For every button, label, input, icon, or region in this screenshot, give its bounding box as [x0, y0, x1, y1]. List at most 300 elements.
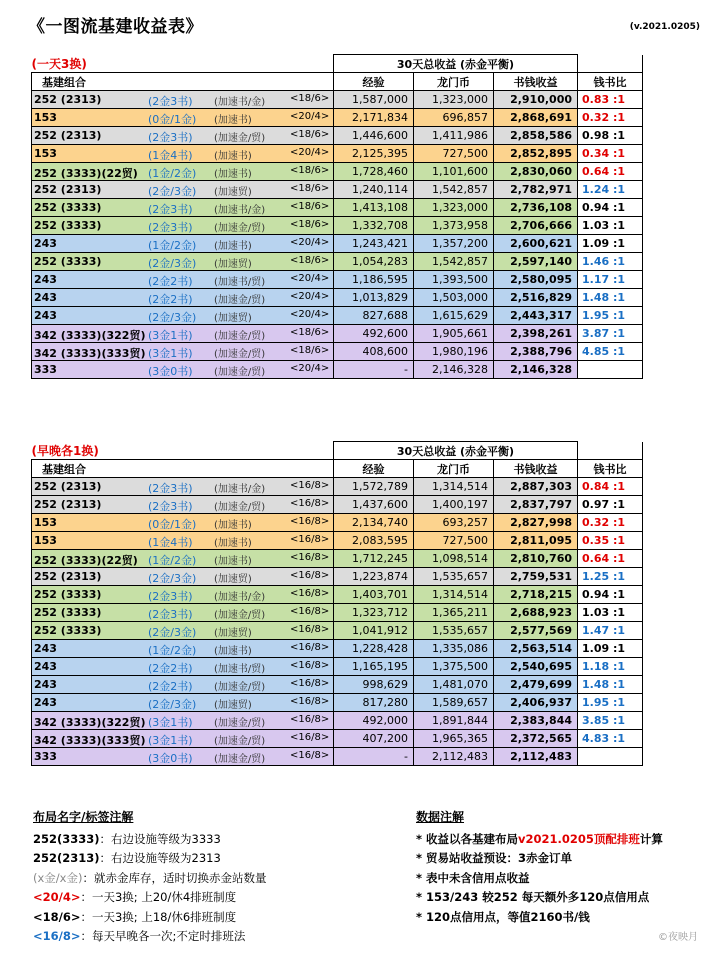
- exp-value: 1,041,912: [334, 622, 414, 640]
- schedule: <16/8>: [290, 552, 330, 563]
- combo-name: 153: [34, 516, 57, 529]
- combo-name: 243: [34, 237, 57, 250]
- gold-config: (2金3书): [148, 590, 193, 603]
- combo-name: 252 (3333)(22贸): [34, 554, 138, 567]
- table-row: [32, 217, 643, 235]
- ratio-value: 0.97 :1: [578, 496, 643, 514]
- total-value: 2,540,695: [494, 658, 578, 676]
- total-value: 2,736,108: [494, 199, 578, 217]
- lmd-value: 693,257: [414, 514, 494, 532]
- lmd-value: 1,323,000: [414, 199, 494, 217]
- gold-config: (2金2书): [148, 680, 193, 693]
- total-value: 2,146,328: [494, 361, 578, 379]
- table-row: [32, 163, 643, 181]
- total-value: 2,782,971: [494, 181, 578, 199]
- combo-cell: [32, 478, 334, 496]
- total-value: 2,868,691: [494, 109, 578, 127]
- table-row: [32, 514, 643, 532]
- combo-cell: [32, 568, 334, 586]
- lmd-value: 1,411,986: [414, 127, 494, 145]
- combo-cell: [32, 748, 334, 766]
- legend-item: <18/6>：一天3换; 上18/休6排班制度: [33, 909, 237, 924]
- total-value: 2,577,569: [494, 622, 578, 640]
- combo-cell: [32, 622, 334, 640]
- page-title: 《一图流基建收益表》: [28, 17, 203, 37]
- accel-config: (加速书): [214, 241, 252, 252]
- accel-config: (加速书/金): [214, 592, 266, 603]
- schedule: <18/6>: [290, 255, 330, 266]
- table-row: [32, 658, 643, 676]
- table-row: [32, 622, 643, 640]
- combo-cell: [32, 271, 334, 289]
- combo-name: 243: [34, 678, 57, 691]
- accel-config: (加速书): [214, 556, 252, 567]
- exp-value: 1,587,000: [334, 91, 414, 109]
- combo-name: 243: [34, 642, 57, 655]
- lmd-value: 1,542,857: [414, 253, 494, 271]
- accel-config: (加速金/贸): [214, 718, 266, 729]
- lmd-value: 1,323,000: [414, 91, 494, 109]
- combo-cell: [32, 676, 334, 694]
- exp-value: -: [334, 748, 414, 766]
- ratio-value: 1.03 :1: [578, 604, 643, 622]
- schedule: <18/6>: [290, 345, 330, 356]
- ratio-value: 0.32 :1: [578, 514, 643, 532]
- combo-name: 252 (2313): [34, 480, 102, 493]
- exp-value: 998,629: [334, 676, 414, 694]
- exp-value: 492,600: [334, 325, 414, 343]
- total-value: 2,563,514: [494, 640, 578, 658]
- gold-config: (2金2书): [148, 662, 193, 675]
- schedule: <20/4>: [290, 309, 330, 320]
- combo-cell: [32, 658, 334, 676]
- header-combo: 基建组合: [32, 73, 334, 91]
- gold-config: (2金/3金): [148, 185, 197, 198]
- gold-config: (1金4书): [148, 536, 193, 549]
- combo-name: 252 (2313): [34, 93, 102, 106]
- lmd-value: 1,905,661: [414, 325, 494, 343]
- schedule: <16/8>: [290, 480, 330, 491]
- ratio-value: 1.46 :1: [578, 253, 643, 271]
- accel-config: (加速贸): [214, 187, 252, 198]
- exp-value: 2,134,740: [334, 514, 414, 532]
- total-value: 2,827,998: [494, 514, 578, 532]
- schedule: <18/6>: [290, 93, 330, 104]
- total-value: 2,852,895: [494, 145, 578, 163]
- table-row: [32, 307, 643, 325]
- schedule: <20/4>: [290, 363, 330, 374]
- ratio-value: 1.24 :1: [578, 181, 643, 199]
- gold-config: (2金/3金): [148, 698, 197, 711]
- accel-config: (加速书/金): [214, 484, 266, 495]
- lmd-value: 696,857: [414, 109, 494, 127]
- accel-config: (加速金/贸): [214, 133, 266, 144]
- gold-config: (2金3书): [148, 221, 193, 234]
- table-row: [32, 145, 643, 163]
- total-value: 2,887,303: [494, 478, 578, 496]
- exp-value: 2,083,595: [334, 532, 414, 550]
- combo-cell: [32, 325, 334, 343]
- exp-value: 1,013,829: [334, 289, 414, 307]
- exp-value: 827,688: [334, 307, 414, 325]
- table-row: [32, 694, 643, 712]
- combo-name: 342 (3333)(322贸): [34, 716, 146, 729]
- exp-value: 1,054,283: [334, 253, 414, 271]
- accel-config: (加速书/贸): [214, 277, 266, 288]
- total-value: 2,388,796: [494, 343, 578, 361]
- ratio-value: 1.03 :1: [578, 217, 643, 235]
- ratio-value: 0.35 :1: [578, 532, 643, 550]
- gold-config: (2金2书): [148, 293, 193, 306]
- exp-value: 1,186,595: [334, 271, 414, 289]
- table-row: [32, 640, 643, 658]
- legend-item: (x金/x金)：就赤金库存，适时切换赤金站数量: [33, 870, 267, 885]
- schedule: <16/8>: [290, 498, 330, 509]
- accel-config: (加速书): [214, 115, 252, 126]
- total-value: 2,443,317: [494, 307, 578, 325]
- lmd-value: 2,112,483: [414, 748, 494, 766]
- combo-name: 153: [34, 111, 57, 124]
- combo-cell: [32, 217, 334, 235]
- gold-config: (2金/3金): [148, 257, 197, 270]
- accel-config: (加速金/贸): [214, 331, 266, 342]
- accel-config: (加速金/贸): [214, 610, 266, 621]
- lmd-value: 1,615,629: [414, 307, 494, 325]
- gold-config: (2金3书): [148, 203, 193, 216]
- combo-cell: [32, 289, 334, 307]
- combo-name: 252 (3333): [34, 255, 102, 268]
- combo-cell: [32, 712, 334, 730]
- combo-cell: [32, 532, 334, 550]
- ratio-value: 0.94 :1: [578, 199, 643, 217]
- combo-name: 252 (2313): [34, 129, 102, 142]
- combo-name: 252 (3333): [34, 219, 102, 232]
- gold-config: (1金/2金): [148, 167, 197, 180]
- table-row: [32, 676, 643, 694]
- exp-value: 817,280: [334, 694, 414, 712]
- accel-config: (加速贸): [214, 259, 252, 270]
- gold-config: (2金/3金): [148, 626, 197, 639]
- combo-name: 243: [34, 291, 57, 304]
- combo-cell: [32, 496, 334, 514]
- header-ratio: 钱书比: [578, 460, 643, 478]
- combo-name: 153: [34, 534, 57, 547]
- total-value: 2,830,060: [494, 163, 578, 181]
- combo-cell: [32, 361, 334, 379]
- table-row: [32, 730, 643, 748]
- exp-value: 2,171,834: [334, 109, 414, 127]
- total-value: 2,858,586: [494, 127, 578, 145]
- total-value: 2,398,261: [494, 325, 578, 343]
- schedule: <20/4>: [290, 147, 330, 158]
- combo-name: 153: [34, 147, 57, 160]
- ratio-value: 1.18 :1: [578, 658, 643, 676]
- table-row: [32, 361, 643, 379]
- data-note: * 贸易站收益预设：3赤金订单: [416, 851, 573, 865]
- total-value: 2,580,095: [494, 271, 578, 289]
- gold-config: (3金0书): [148, 752, 193, 765]
- exp-value: 1,243,421: [334, 235, 414, 253]
- accel-config: (加速金/贸): [214, 223, 266, 234]
- gold-config: (3金1书): [148, 716, 193, 729]
- gold-config: (2金3书): [148, 482, 193, 495]
- combo-cell: [32, 181, 334, 199]
- combo-cell: [32, 640, 334, 658]
- table-row: [32, 91, 643, 109]
- data-note: * 153/243 较252 每天额外多120点信用点: [416, 890, 650, 904]
- table-row: [32, 586, 643, 604]
- ratio-value: 1.48 :1: [578, 676, 643, 694]
- schedule: <16/8>: [290, 606, 330, 617]
- combo-cell: [32, 307, 334, 325]
- lmd-value: 1,375,500: [414, 658, 494, 676]
- ratio-value: 4.83 :1: [578, 730, 643, 748]
- ratio-value: 0.84 :1: [578, 478, 643, 496]
- section-label: (早晚各1换): [31, 443, 99, 458]
- gold-config: (3金1书): [148, 347, 193, 360]
- legend-item: 252(2313)：右边设施等级为2313: [33, 851, 221, 865]
- exp-value: 1,572,789: [334, 478, 414, 496]
- ratio-value: 0.83 :1: [578, 91, 643, 109]
- lmd-value: 1,314,514: [414, 478, 494, 496]
- gold-config: (2金/3金): [148, 572, 197, 585]
- combo-name: 342 (3333)(333贸): [34, 734, 146, 747]
- table-row: [32, 199, 643, 217]
- lmd-value: 1,481,070: [414, 676, 494, 694]
- lmd-value: 727,500: [414, 532, 494, 550]
- total-value: 2,406,937: [494, 694, 578, 712]
- accel-config: (加速书): [214, 169, 252, 180]
- combo-cell: [32, 604, 334, 622]
- ratio-value: 3.87 :1: [578, 325, 643, 343]
- income-table-three-shifts: [31, 54, 643, 379]
- legend-notes: [33, 808, 266, 947]
- combo-cell: [32, 127, 334, 145]
- total-value: 2,479,699: [494, 676, 578, 694]
- exp-value: 492,000: [334, 712, 414, 730]
- combo-cell: [32, 109, 334, 127]
- total-value: 2,516,829: [494, 289, 578, 307]
- lmd-value: 1,393,500: [414, 271, 494, 289]
- lmd-value: 1,365,211: [414, 604, 494, 622]
- lmd-value: 1,101,600: [414, 163, 494, 181]
- combo-name: 342 (3333)(322贸): [34, 329, 146, 342]
- lmd-value: 1,589,657: [414, 694, 494, 712]
- schedule: <16/8>: [290, 678, 330, 689]
- header-group: 30天总收益 (赤金平衡): [334, 55, 578, 73]
- gold-config: (3金0书): [148, 365, 193, 378]
- schedule: <16/8>: [290, 516, 330, 527]
- lmd-value: 1,098,514: [414, 550, 494, 568]
- lmd-value: 1,357,200: [414, 235, 494, 253]
- schedule: <16/8>: [290, 732, 330, 743]
- accel-config: (加速书): [214, 646, 252, 657]
- total-value: 2,383,844: [494, 712, 578, 730]
- accel-config: (加速贸): [214, 700, 252, 711]
- table-row: [32, 289, 643, 307]
- schedule: <20/4>: [290, 111, 330, 122]
- gold-config: (2金3书): [148, 131, 193, 144]
- total-value: 2,718,215: [494, 586, 578, 604]
- lmd-value: 1,373,958: [414, 217, 494, 235]
- lmd-value: 1,400,197: [414, 496, 494, 514]
- accel-config: (加速金/贸): [214, 349, 266, 360]
- total-value: 2,706,666: [494, 217, 578, 235]
- total-value: 2,600,621: [494, 235, 578, 253]
- schedule: <20/4>: [290, 291, 330, 302]
- accel-config: (加速书/贸): [214, 664, 266, 675]
- schedule: <16/8>: [290, 588, 330, 599]
- data-notes-title: 数据注解: [416, 810, 465, 824]
- combo-cell: [32, 199, 334, 217]
- combo-name: 243: [34, 660, 57, 673]
- combo-cell: [32, 163, 334, 181]
- accel-config: (加速贸): [214, 313, 252, 324]
- combo-cell: [32, 730, 334, 748]
- ratio-value: 0.64 :1: [578, 550, 643, 568]
- accel-config: (加速贸): [214, 628, 252, 639]
- table-row: [32, 271, 643, 289]
- accel-config: (加速金/贸): [214, 754, 266, 765]
- legend-item: 252(3333)：右边设施等级为3333: [33, 831, 221, 846]
- data-note: * 表中未含信用点收益: [416, 870, 530, 885]
- combo-name: 252 (3333)(22贸): [34, 167, 138, 180]
- table-row: [32, 127, 643, 145]
- header-ratio: 钱书比: [578, 73, 643, 91]
- accel-config: (加速书/金): [214, 97, 266, 108]
- accel-config: (加速书/金): [214, 205, 266, 216]
- total-value: 2,810,760: [494, 550, 578, 568]
- exp-value: 1,437,600: [334, 496, 414, 514]
- gold-config: (1金/2金): [148, 554, 197, 567]
- exp-value: 2,125,395: [334, 145, 414, 163]
- combo-name: 243: [34, 273, 57, 286]
- gold-config: (0金/1金): [148, 113, 197, 126]
- section-label: (一天3换): [31, 56, 87, 71]
- accel-config: (加速书): [214, 520, 252, 531]
- combo-name: 252 (3333): [34, 201, 102, 214]
- ratio-value: 1.09 :1: [578, 235, 643, 253]
- combo-name: 252 (2313): [34, 570, 102, 583]
- lmd-value: 1,980,196: [414, 343, 494, 361]
- gold-config: (3金1书): [148, 734, 193, 747]
- combo-cell: [32, 694, 334, 712]
- table-row: [32, 568, 643, 586]
- ratio-value: 1.17 :1: [578, 271, 643, 289]
- combo-cell: [32, 253, 334, 271]
- ratio-value: 0.98 :1: [578, 127, 643, 145]
- table-row: [32, 235, 643, 253]
- schedule: <16/8>: [290, 570, 330, 581]
- combo-name: 252 (2313): [34, 183, 102, 196]
- combo-name: 333: [34, 750, 57, 763]
- schedule: <16/8>: [290, 750, 330, 761]
- gold-config: (1金4书): [148, 149, 193, 162]
- lmd-value: 1,535,657: [414, 568, 494, 586]
- schedule: <16/8>: [290, 696, 330, 707]
- total-value: 2,910,000: [494, 91, 578, 109]
- schedule: <20/4>: [290, 237, 330, 248]
- lmd-value: 1,965,365: [414, 730, 494, 748]
- exp-value: 1,240,114: [334, 181, 414, 199]
- accel-config: (加速金/贸): [214, 736, 266, 747]
- ratio-value: 1.48 :1: [578, 289, 643, 307]
- accel-config: (加速金/贸): [214, 367, 266, 378]
- combo-name: 342 (3333)(333贸): [34, 347, 146, 360]
- schedule: <18/6>: [290, 327, 330, 338]
- schedule: <16/8>: [290, 660, 330, 671]
- table-row: [32, 181, 643, 199]
- header-lmd: 龙门币: [414, 73, 494, 91]
- gold-config: (0金/1金): [148, 518, 197, 531]
- schedule: <20/4>: [290, 273, 330, 284]
- schedule: <18/6>: [290, 201, 330, 212]
- table-row: [32, 343, 643, 361]
- schedule: <18/6>: [290, 183, 330, 194]
- data-note: * 120点信用点，等值2160书/钱: [416, 909, 590, 924]
- accel-config: (加速书): [214, 538, 252, 549]
- table-row: [32, 478, 643, 496]
- schedule: <16/8>: [290, 624, 330, 635]
- accel-config: (加速书): [214, 151, 252, 162]
- header-total: 书钱收益: [494, 460, 578, 478]
- combo-name: 243: [34, 309, 57, 322]
- exp-value: 1,228,428: [334, 640, 414, 658]
- ratio-value: 1.95 :1: [578, 694, 643, 712]
- combo-name: 252 (2313): [34, 498, 102, 511]
- combo-cell: [32, 586, 334, 604]
- table-row: [32, 496, 643, 514]
- table-row: [32, 109, 643, 127]
- combo-cell: [32, 235, 334, 253]
- ratio-value: 1.47 :1: [578, 622, 643, 640]
- ratio-value: 1.09 :1: [578, 640, 643, 658]
- lmd-value: 1,542,857: [414, 181, 494, 199]
- data-notes: [416, 808, 663, 927]
- table-row: [32, 532, 643, 550]
- accel-config: (加速金/贸): [214, 295, 266, 306]
- gold-config: (2金2书): [148, 275, 193, 288]
- lmd-value: 1,503,000: [414, 289, 494, 307]
- lmd-value: 1,891,844: [414, 712, 494, 730]
- header-total: 书钱收益: [494, 73, 578, 91]
- exp-value: 407,200: [334, 730, 414, 748]
- schedule: <16/8>: [290, 642, 330, 653]
- accel-config: (加速金/贸): [214, 502, 266, 513]
- legend-item: <16/8>：每天早晚各一次;不定时排班法: [33, 929, 246, 943]
- lmd-value: 1,535,657: [414, 622, 494, 640]
- total-value: 2,688,923: [494, 604, 578, 622]
- table-row: [32, 325, 643, 343]
- gold-config: (3金1书): [148, 329, 193, 342]
- ratio-value: [578, 748, 643, 766]
- schedule: <18/6>: [290, 165, 330, 176]
- combo-cell: [32, 550, 334, 568]
- combo-name: 252 (3333): [34, 588, 102, 601]
- lmd-value: 1,314,514: [414, 586, 494, 604]
- ratio-value: 4.85 :1: [578, 343, 643, 361]
- exp-value: 1,323,712: [334, 604, 414, 622]
- schedule: <16/8>: [290, 714, 330, 725]
- combo-cell: [32, 145, 334, 163]
- schedule: <16/8>: [290, 534, 330, 545]
- ratio-value: 0.32 :1: [578, 109, 643, 127]
- lmd-value: 1,335,086: [414, 640, 494, 658]
- ratio-value: 1.25 :1: [578, 568, 643, 586]
- gold-config: (2金3书): [148, 608, 193, 621]
- gold-config: (2金/3金): [148, 311, 197, 324]
- total-value: 2,597,140: [494, 253, 578, 271]
